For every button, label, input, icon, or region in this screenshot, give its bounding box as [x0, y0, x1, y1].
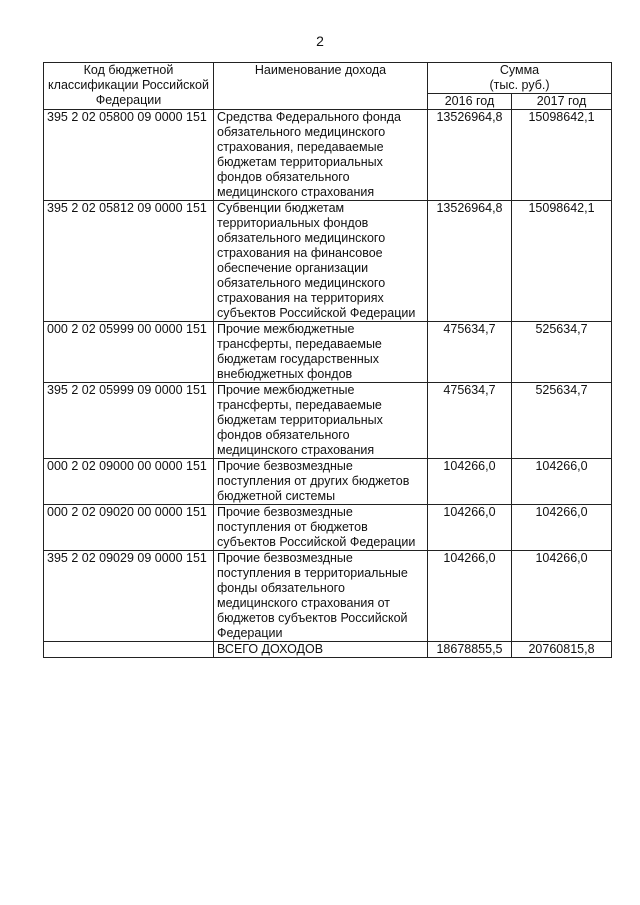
- row-value-2016: 104266,0: [428, 505, 512, 551]
- table-row: [44, 459, 612, 505]
- row-code: 000 2 02 09000 00 0000 151: [44, 459, 214, 505]
- row-code: 395 2 02 05800 09 0000 151: [44, 110, 214, 201]
- row-code: 395 2 02 05999 09 0000 151: [44, 383, 214, 459]
- header-year-2016: 2016 год: [428, 94, 512, 110]
- total-label: ВСЕГО ДОХОДОВ: [214, 642, 428, 658]
- row-name: Прочие безвозмездные поступления от других бюджетов бюджетной системы: [214, 459, 428, 505]
- header-sum-units: (тыс. руб.): [489, 78, 550, 92]
- income-table: [43, 62, 612, 658]
- row-value-2016: 13526964,8: [428, 201, 512, 322]
- table-row: [44, 322, 612, 383]
- total-value-2016: 18678855,5: [428, 642, 512, 658]
- row-value-2017: 525634,7: [512, 322, 612, 383]
- row-value-2016: 104266,0: [428, 459, 512, 505]
- table-row: [44, 551, 612, 642]
- table-row: [44, 201, 612, 322]
- row-name: Средства Федерального фонда обязательного медицинского страхования, передаваемые бюджетам территориальных фондов обязательного медицинского страхования: [214, 110, 428, 201]
- row-value-2016: 475634,7: [428, 322, 512, 383]
- row-value-2016: 13526964,8: [428, 110, 512, 201]
- total-value-2017: 20760815,8: [512, 642, 612, 658]
- table-row: [44, 383, 612, 459]
- row-code: 395 2 02 09029 09 0000 151: [44, 551, 214, 642]
- header-sum-title: Сумма: [499, 63, 540, 77]
- row-name: Прочие межбюджетные трансферты, передаваемые бюджетам государственных внебюджетных фондов: [214, 322, 428, 383]
- row-code: 395 2 02 05812 09 0000 151: [44, 201, 214, 322]
- row-name: Субвенции бюджетам территориальных фондов обязательного медицинского страхования на финансовое обеспечение организации обязательного медицинского страхования на территориях субъектов Российской Федерации: [214, 201, 428, 322]
- row-code: 000 2 02 05999 00 0000 151: [44, 322, 214, 383]
- page-number: 2: [316, 33, 324, 49]
- row-code: 000 2 02 09020 00 0000 151: [44, 505, 214, 551]
- table-row: [44, 110, 612, 201]
- row-value-2017: 15098642,1: [512, 110, 612, 201]
- total-code-cell: [44, 642, 214, 658]
- table-row: [44, 505, 612, 551]
- row-value-2017: 525634,7: [512, 383, 612, 459]
- header-year-2017: 2017 год: [512, 94, 612, 110]
- header-code: Код бюджетной классификации Российской Федерации: [44, 63, 214, 110]
- table-header-row: [44, 63, 612, 94]
- row-value-2016: 104266,0: [428, 551, 512, 642]
- row-name: Прочие безвозмездные поступления от бюджетов субъектов Российской Федерации: [214, 505, 428, 551]
- row-value-2017: 15098642,1: [512, 201, 612, 322]
- row-value-2016: 475634,7: [428, 383, 512, 459]
- row-value-2017: 104266,0: [512, 551, 612, 642]
- row-value-2017: 104266,0: [512, 459, 612, 505]
- row-name: Прочие межбюджетные трансферты, передаваемые бюджетам территориальных фондов обязательного медицинского страхования: [214, 383, 428, 459]
- header-name: Наименование дохода: [214, 63, 428, 110]
- total-row: [44, 642, 612, 658]
- row-value-2017: 104266,0: [512, 505, 612, 551]
- header-sum: [428, 63, 612, 94]
- row-name: Прочие безвозмездные поступления в территориальные фонды обязательного медицинского страхования от бюджетов субъектов Российской Федерации: [214, 551, 428, 642]
